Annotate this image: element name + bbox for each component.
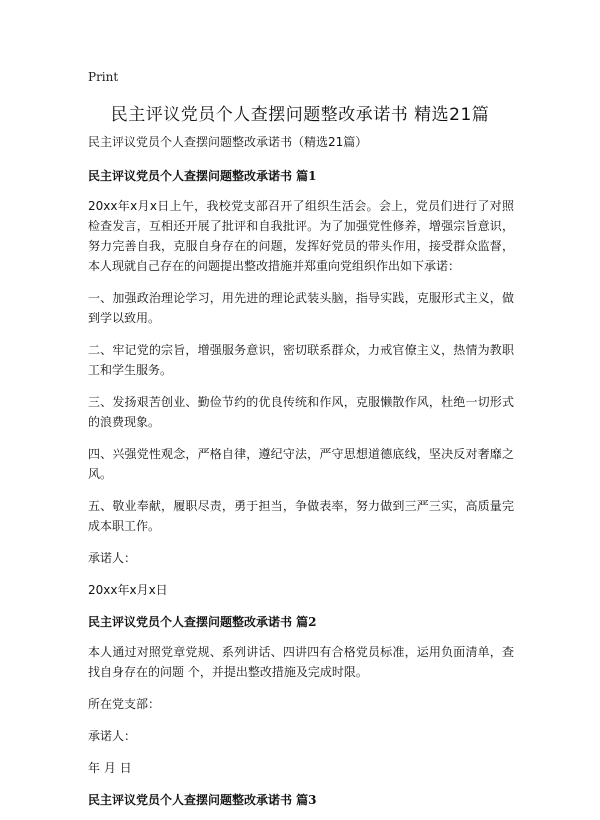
section-2-branch: 所在党支部： [88, 697, 161, 711]
commitment-item-3: 三、发扬艰苦创业、勤俭节约的优良传统和作风，克服懒散作风，杜绝一切形式的浪费现象。 [88, 395, 514, 429]
section-1-signer: 承诺人： [88, 551, 137, 565]
section-heading-1: 民主评议党员个人查摆问题整改承诺书 篇1 [88, 169, 317, 183]
commitment-item-5: 五、敬业奉献，履职尽责，勇于担当，争做表率，努力做到三严三实，高质量完成本职工作。 [88, 499, 514, 533]
document-body [88, 132, 514, 820]
commitment-item-4: 四、兴强党性观念，严格自律，遵纪守法，严守思想道德底线，坚决反对奢靡之风。 [88, 447, 514, 481]
section-2-intro: 本人通过对照党章党规、系列讲话、四讲四有合格党员标准，运用负面清单，查找自身存在的问题 个，并提出整改措施及完成时限。 [88, 645, 514, 679]
section-1-intro: 20xx年x月x日上午，我校党支部召开了组织生活会。会上，党员们进行了对照检查发言，互相还开展了批评和自我批评。为了加强党性修养，增强宗旨意识，努力完善自我，克服自身存在的问题，发挥好党员的带头作用，接受群众监督，本人现就自己存在的问题提出整改措施并郑重向党组织作出如下承诺： [88, 199, 514, 273]
section-2-date: 年 月 日 [88, 761, 132, 775]
section-heading-3: 民主评议党员个人查摆问题整改承诺书 篇3 [88, 793, 317, 807]
commitment-item-1: 一、加强政治理论学习，用先进的理论武装头脑，指导实践，克服形式主义，做到学以致用。 [88, 291, 514, 325]
section-1-date: 20xx年x月x日 [88, 583, 168, 597]
document-subtitle: 民主评议党员个人查摆问题整改承诺书（精选21篇） [88, 135, 368, 149]
section-2-signer: 承诺人： [88, 729, 137, 743]
page-title: 民主评议党员个人查摆问题整改承诺书 精选21篇 [110, 105, 490, 125]
print-link[interactable]: Print [88, 70, 119, 84]
commitment-item-2: 二、牢记党的宗旨，增强服务意识，密切联系群众，力戒官僚主义，热情为教职工和学生服务。 [88, 343, 514, 377]
section-heading-2: 民主评议党员个人查摆问题整改承诺书 篇2 [88, 615, 317, 629]
